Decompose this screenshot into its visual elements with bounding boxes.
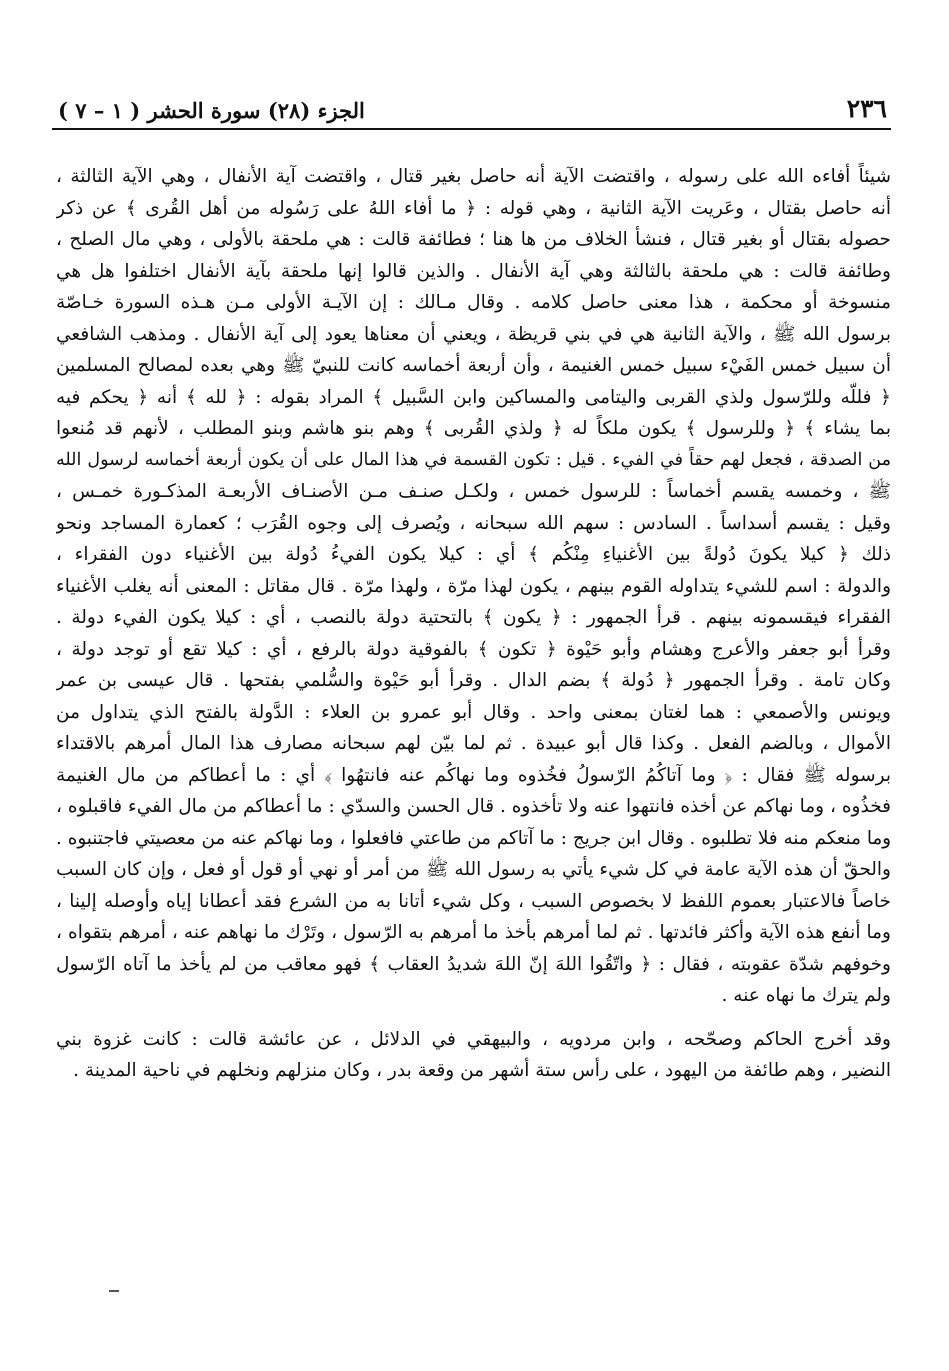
text-line: خاصاً فالاعتبار بعموم اللفظ لا بخصوص السبب ، وكل شيء أتانا به من الشرع فقد أعطانا إياه وأوصله إلينا ،	[56, 890, 891, 912]
page-edge-mark	[109, 1290, 119, 1292]
text-line: حصوله بقتال أو بغير قتال ، فنشأ الخلاف من ها هنا ؛ فطائفة قالت : هي ملحقة بالأولى ، وهي مال الصلح ،	[56, 229, 891, 250]
text-line: بما يشاء ﴾ ﴿ وللرسول ﴾ يكون ملكاً له ﴿ ولذي القُربى ﴾ وهم بنو هاشم وبنو المطلب ، لأنهم قد مُنعوا	[56, 418, 891, 439]
running-header	[52, 88, 891, 130]
text-line: والدولة : اسم للشيء يتداوله القوم بينهم ، يكون لهذا مرّة ، ولهذا مرّة . قال مقاتل : المعنى أنه يغلب الأغنياء	[56, 575, 891, 597]
text-line: والحقّ أن هذه الآية عامة في كل شيء يأتي به رسول الله ﷺ من أمر أو نهي أو قول أو فعل ، وإن كان السبب	[56, 859, 891, 880]
text-line: منسوخة أو محكمة ، هذا معنى حاصل كلامه . وقال مـالك : إن الآيـة الأولى مـن هـذه السورة خـاصّة	[56, 292, 891, 313]
text-line: وخوفهم شدّة عقوبته ، فقال : ﴿ واتّقُوا اللهَ إنّ اللهَ شديدُ العقاب ﴾ فهو معاقب من لم يأخذ ما آتاه الرّسول	[56, 953, 891, 975]
text-line: أنه حاصل بقتال ، وعَريت الآية الثانية ، وهي قوله : ﴿ ما أفاء اللهُ على رَسُوله من أهل القُرى ﴾ عن ذكر	[56, 197, 891, 219]
text-line: ويونس والأصمعي : هما لغتان بمعنى واحد . وقال أبو عمرو بن العلاء : الدَّولة بالفتح الذي يتداول من	[56, 701, 891, 723]
text-line-paragraph-end: ولم يترك ما نهاه عنه .	[721, 985, 891, 1006]
text-line: الأموال ، وبالضم الفعل . وكذا قال أبو عبيدة . ثم لما بيّن لهم سبحانه مصارف هذا المال أمرهم بالاقتداء	[56, 733, 891, 754]
text-line: الفقراء فيقسمونه بينهم . قرأ الجمهور : ﴿ يكون ﴾ بالتحتية دولة بالنصب ، أي : كيلا يكون الفيء دولة .	[56, 607, 891, 628]
text-line: فخذُوه ، وما نهاكم عن أخذه فانتهوا عنه ولا تأخذوه . قال الحسن والسدّي : ما أعطاكم من مال الفيء فاقبلوه ،	[56, 796, 891, 817]
text-line: وما أنفع هذه الآية وأكثر فائدتها . ثم لما أمرهم بأخذ ما أمرهم به الرّسول ، وتَرْك ما نهاهم عنه ، أمرهم بتقواه ،	[56, 922, 891, 943]
text-line: شيئاً أفاءه الله على رسوله ، واقتضت الآية أنه حاصل بغير قتال ، واقتضت آية الأنفال ، وهي الآية الثالثة ،	[56, 166, 891, 187]
text-line: وطائفة قالت : هي ملحقة بالثالثة وهي آية الأنفال . والذين قالوا إنها ملحقة بآية الأنفال اختلفوا هل هي	[56, 260, 891, 282]
text-line-paragraph-end: النضير ، وهم طائفة من اليهود ، على رأس ستة أشهر من وقعة بدر ، وكان منزلهم ونخلهم في ناحية المدينة .	[73, 1060, 891, 1081]
text-line: وقرأ أبو جعفر والأعرج وهشام وأبو حَيْوة ﴿ تكون ﴾ بالفوقية دولة بالرفع ، أي : كيلا تقع أو توجد دولة ،	[56, 638, 891, 660]
page-number: ٢٣٦	[846, 94, 887, 123]
text-line: برسول الله ﷺ ، والآية الثانية هي في بني قريظة ، ويعني أن معناها يعود إلى آية الأنفال . ومذهب الشافعي	[56, 323, 891, 345]
text-line: ذلك ﴿ كيلا يكونَ دُولةً بين الأغنياءِ مِنْكُم ﴾ أي : كيلا يكون الفيءُ دُولة بين الأغنياء دون الفقراء ،	[56, 544, 891, 565]
text-line: من الصدقة ، فجعل لهم حقاً في الفيء . قيل : تكون القسمة في هذا المال على أن يكون أربعة أخماسه لرسول الله	[56, 449, 891, 470]
text-line: برسوله ﷺ فقال : ﴿ وما آتاكُمُ الرّسولُ فخُذوه وما نهاكُم عنه فانتهُوا ﴾ أي : ما أعطاكم من مال الغنيمة	[56, 764, 891, 786]
text-line: وما منعكم منه فلا تطلبوه . وقال ابن جريج : ما آتاكم من طاعتي فافعلوا ، وما نهاكم عنه من معصيتي فاجتنبوه .	[56, 827, 891, 849]
header-title: الجزء (٢٨) سورة الحشر ( ١ – ٧ )	[58, 98, 365, 123]
text-line: وكان تامة . وقرأ الجمهور ﴿ دُولة ﴾ بضم الدال . وقرأ أبو حَيْوة والسُّلمي بفتحها . قال عيسى بن عمر	[56, 670, 891, 691]
text-line-paragraph-start: وقد أخرج الحاكم وصحّحه ، وابن مردويه ، والبيهقي في الدلائل ، عن عائشة قالت : كانت غزوة بني	[56, 1028, 891, 1050]
text-line: ﴿ فللّه وللرّسول ولذي القربى واليتامى والمساكين وابن السَّبيل ﴾ المراد بقوله : ﴿ لله ﴾ أنه ﴿ يحكم فيه	[56, 386, 891, 408]
text-line: ﷺ ، وخمسه يقسم أخماساً : للرسول خمس ، ولكـل صنـف مـن الأصنـاف الأربعـة المذكـورة خمـس ،	[56, 481, 891, 502]
text-line: أن سبيل خمس الفَيْء سبيل خمس الغنيمة ، وأن أربعة أخماسه كانت للنبيّ ﷺ وهي بعده لمصالح المسلمين	[56, 355, 891, 376]
body-text	[56, 161, 891, 1087]
text-line: وقيل : يقسم أسداساً . السادس : سهم الله سبحانه ، ويُصرف إلى وجوه القُرَب ؛ كعمارة المساجد ونحو	[56, 512, 891, 534]
